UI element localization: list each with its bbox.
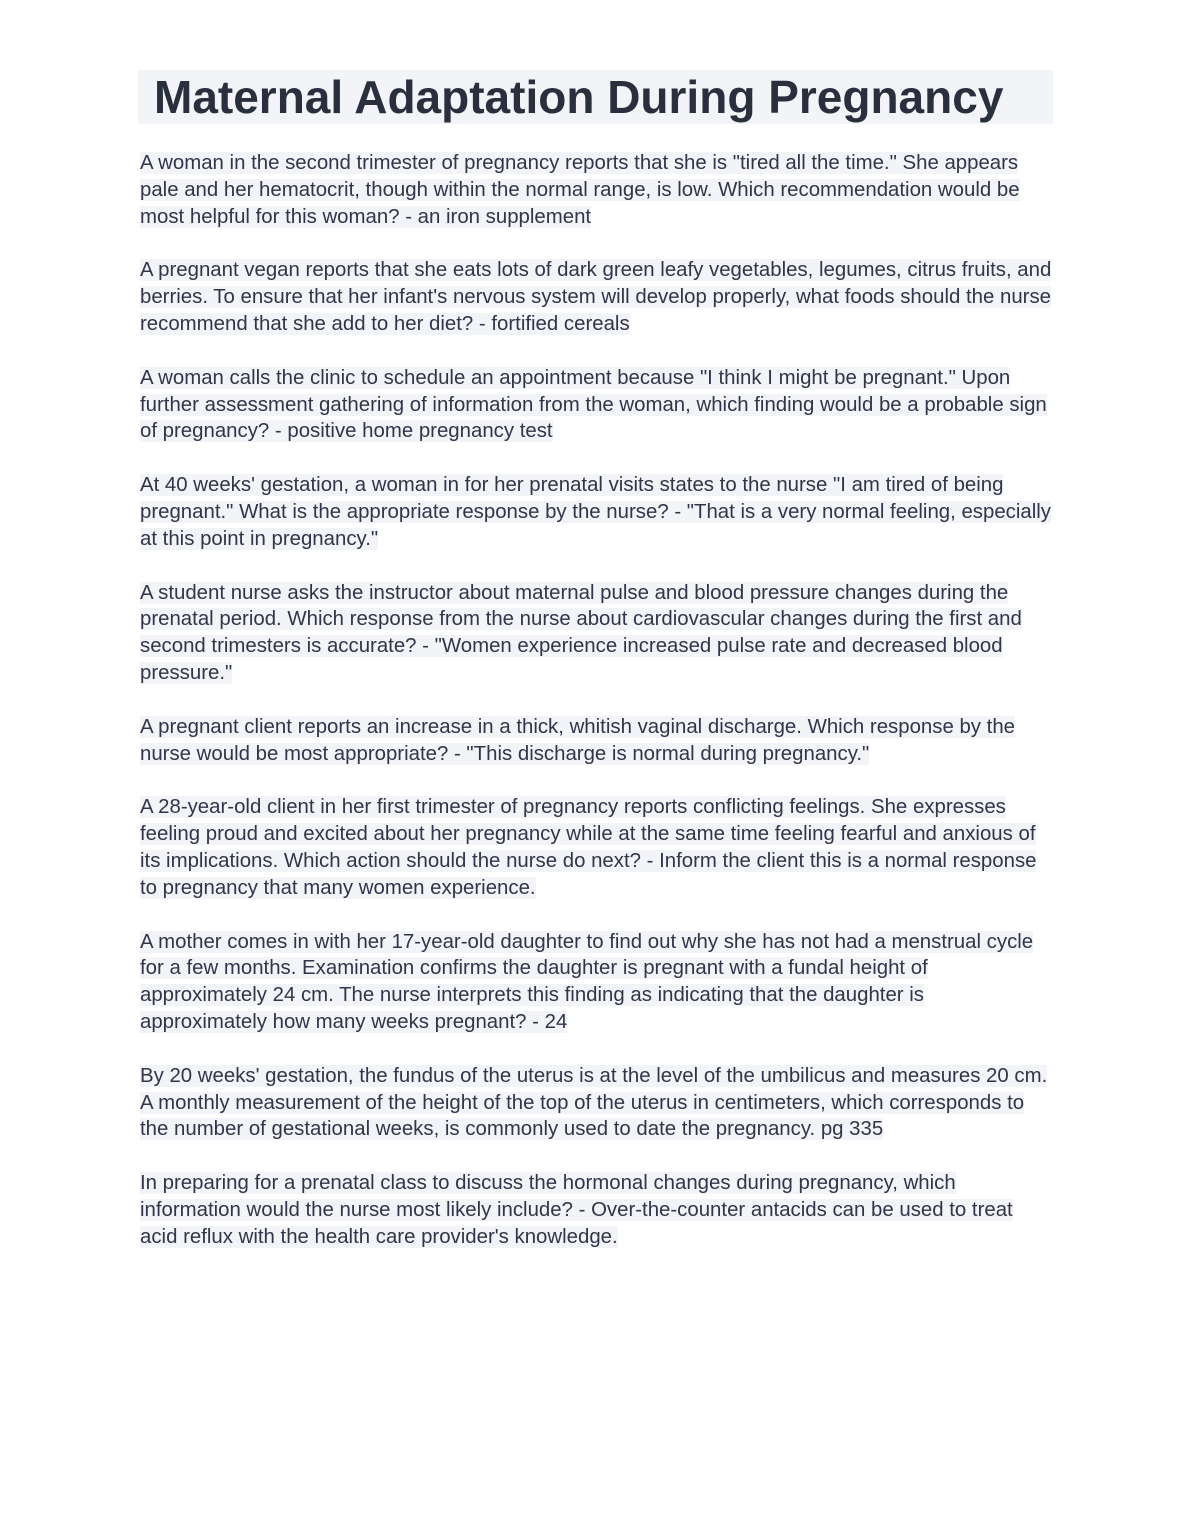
paragraph-text: A mother comes in with her 17-year-old daughter to find out why she has not had a menstrual cycle for a few months. Examination confirms the daughter is pregnant with a fundal height of approximately 24 cm. The nurse interprets this finding as indicating that the daughter is approximately how many weeks pregnant? - 24 [140, 930, 1034, 1033]
qa-paragraph [140, 794, 1052, 901]
paragraph-text: A student nurse asks the instructor about maternal pulse and blood pressure changes during the prenatal period. Which response from the nurse about cardiovascular changes during the first and second trimesters is accurate? - "Women experience increased pulse rate and decreased blood pressure." [140, 581, 1022, 684]
title-banner [138, 70, 1053, 124]
document-body [140, 150, 1052, 1278]
qa-paragraph [140, 150, 1052, 230]
paragraph-text: A pregnant client reports an increase in a thick, whitish vaginal discharge. Which response by the nurse would be most appropriate? - "This discharge is normal during pregnancy." [140, 715, 1016, 765]
qa-paragraph [140, 365, 1052, 445]
qa-paragraph [140, 1170, 1052, 1250]
qa-paragraph [140, 257, 1052, 337]
qa-paragraph [140, 580, 1052, 687]
paragraph-text: A pregnant vegan reports that she eats lots of dark green leafy vegetables, legumes, citrus fruits, and berries. To ensure that her infant's nervous system will develop properly, what foods should the nurse recommend that she add to her diet? - fortified cereals [140, 259, 1052, 335]
qa-paragraph [140, 714, 1052, 768]
page-title: Maternal Adaptation During Pregnancy [154, 71, 1004, 123]
paragraph-text: A 28-year-old client in her first trimester of pregnancy reports conflicting feelings. She expresses feeling proud and excited about her pregnancy while at the same time feeling fearful and anxious of its implications. Which action should the nurse do next? - Inform the client this is a normal response to pregnancy that many women experience. [140, 796, 1037, 899]
qa-paragraph [140, 472, 1052, 552]
paragraph-text: A woman in the second trimester of pregnancy reports that she is "tired all the time." She appears pale and her hematocrit, though within the normal range, is low. Which recommendation would be most helpful for this woman? - an iron supplement [140, 152, 1020, 228]
paragraph-text: At 40 weeks' gestation, a woman in for her prenatal visits states to the nurse "I am tired of being pregnant." What is the appropriate response by the nurse? - "That is a very normal feeling, especially at this point in pregnancy." [140, 474, 1052, 550]
paragraph-text: A woman calls the clinic to schedule an appointment because "I think I might be pregnant." Upon further assessment gathering of information from the woman, which finding would be a probable sign of pregnancy? - positive home pregnancy test [140, 366, 1047, 443]
qa-paragraph [140, 1063, 1052, 1143]
paragraph-text: By 20 weeks' gestation, the fundus of the uterus is at the level of the umbilicus and measures 20 cm. A monthly measurement of the height of the top of the uterus in centimeters, which corresponds to the number of gestational weeks, is commonly used to date the pregnancy. pg 335 [140, 1064, 1048, 1141]
paragraph-text: In preparing for a prenatal class to discuss the hormonal changes during pregnancy, which information would the nurse most likely include? - Over-the-counter antacids can be used to treat acid reflux with the health care provider's knowledge. [140, 1172, 1013, 1248]
qa-paragraph [140, 929, 1052, 1036]
